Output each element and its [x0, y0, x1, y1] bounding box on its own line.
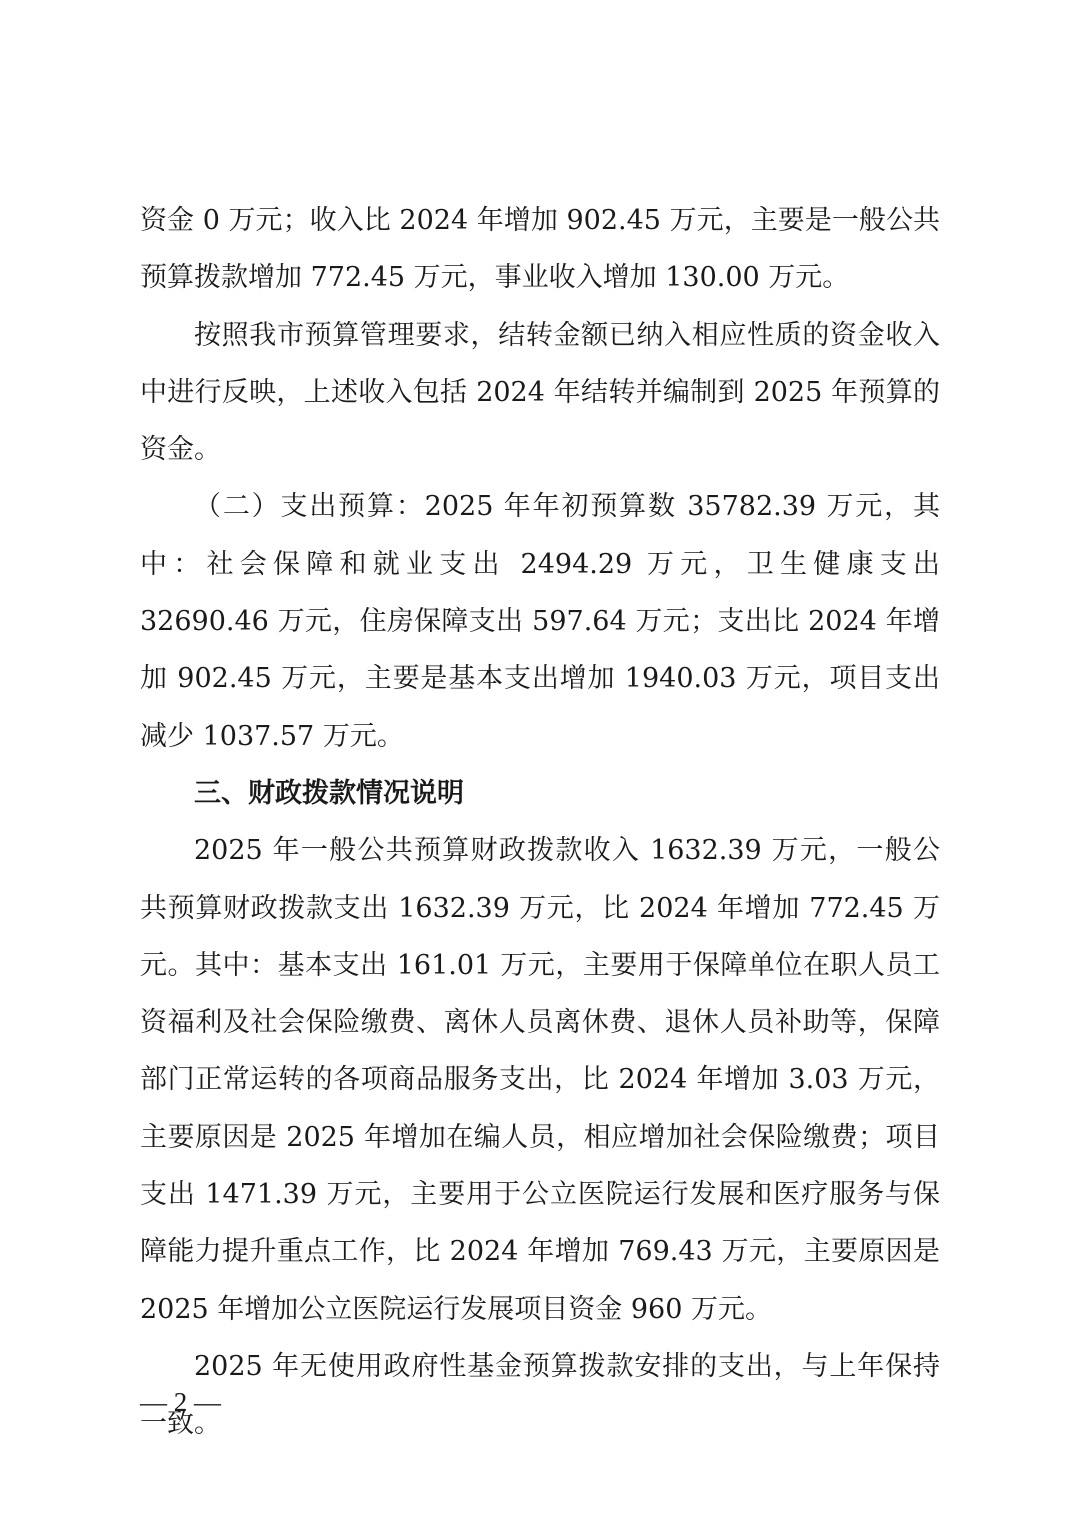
body-text	[140, 192, 940, 1453]
section-heading-fiscal-appropriation: 三、财政拨款情况说明	[194, 777, 464, 809]
paragraph-carryover-note: 按照我市预算管理要求，结转金额已纳入相应性质的资金收入中进行反映，上述收入包括 2024 年结转并编制到 2025 年预算的资金。	[140, 319, 940, 466]
paragraph-fiscal-appropriation: 2025 年一般公共预算财政拨款收入 1632.39 万元，一般公共预算财政拨款支出 1632.39 万元，比 2024 年增加 772.45 万元。其中：基本支出 161.01 万元，主要用于保障单位在职人员工资福利及社会保险缴费、离休人员离休费、退休人员补助等，保障部门正常运转的各项商品服务支出，比 2024 年增加 3.03 万元，主要原因是 2025 年增加在编人员，相应增加社会保险缴费；项目支出 1471.39 万元，主要用于公立医院运行发展和医疗服务与保障能力提升重点工作，比 2024 年增加 769.43 万元，主要原因是 2025 年增加公立医院运行发展项目资金 960 万元。	[140, 835, 940, 1325]
paragraph-government-fund: 2025 年无使用政府性基金预算拨款安排的支出，与上年保持一致。	[140, 1350, 940, 1440]
page-number: — 2 —	[140, 1387, 221, 1417]
paragraph-income-continuation: 资金 0 万元；收入比 2024 年增加 902.45 万元，主要是一般公共预算拨款增加 772.45 万元，事业收入增加 130.00 万元。	[140, 205, 940, 294]
paragraph-expenditure-budget: （二）支出预算：2025 年年初预算数 35782.39 万元，其中：社会保障和就业支出 2494.29 万元，卫生健康支出 32690.46 万元，住房保障支出 597.64 万元；支出比 2024 年增加 902.45 万元，主要是基本支出增加 1940.03 万元，项目支出减少 1037.57 万元。	[140, 491, 940, 752]
